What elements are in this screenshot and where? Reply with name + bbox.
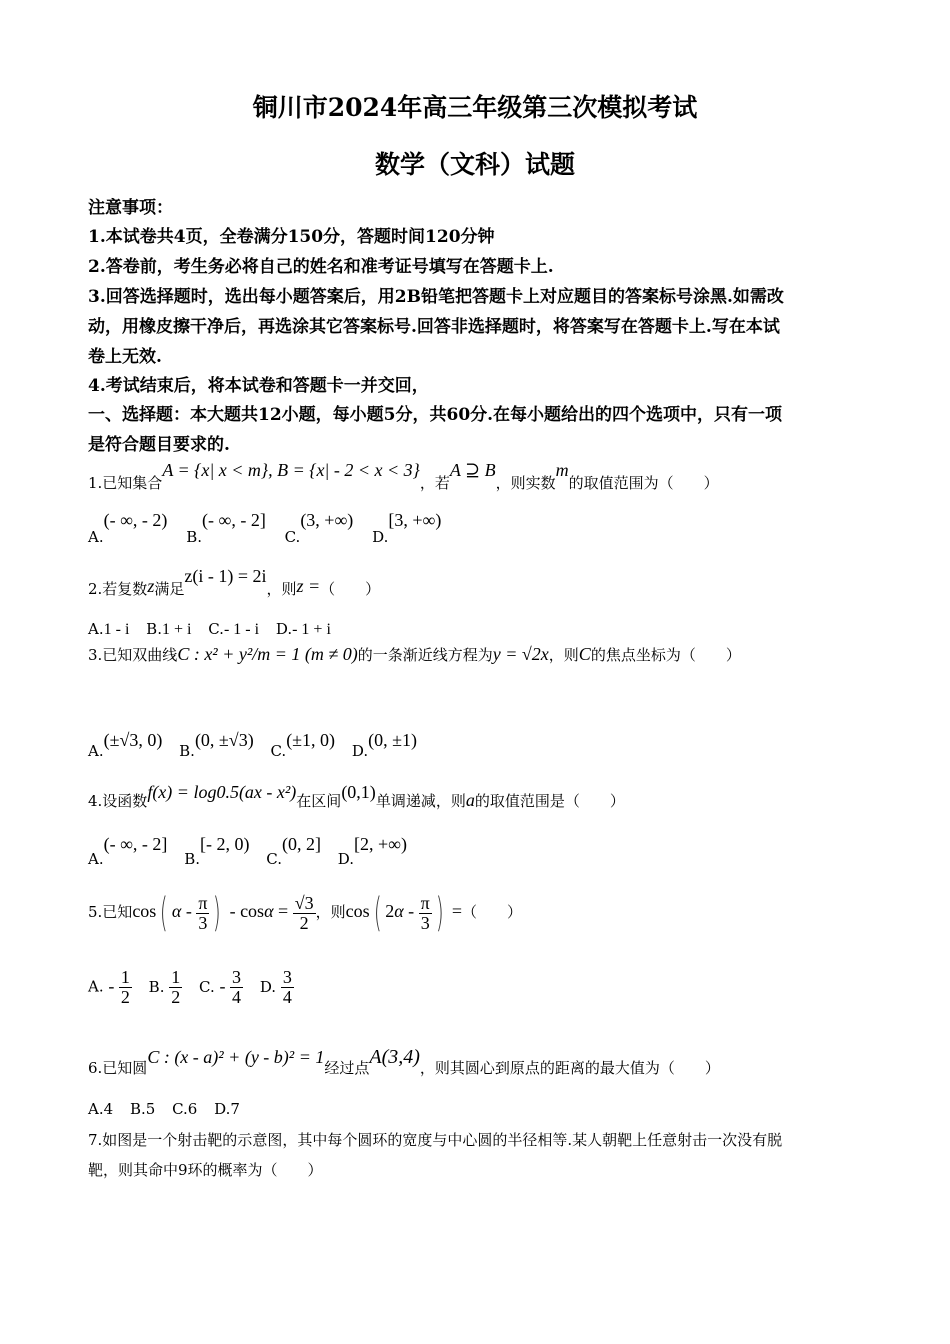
q6-options: A.4 B.5 C.6 D.7 bbox=[88, 1100, 240, 1118]
q5-option-a: - $\frac{1}{2}$ bbox=[108, 967, 130, 1007]
q3-option-d: (0, ±1) bbox=[368, 730, 417, 750]
question-7-line-1: 7.如图是一个射击靶的示意图，其中每个圆环的宽度与中心圆的半径相等.某人朝靶上任意射击一次没有脱 bbox=[88, 1131, 783, 1149]
q5-option-b: $\frac{1}{2}$ bbox=[171, 967, 181, 1007]
q2-ask: z = bbox=[296, 576, 321, 596]
section-heading-line-1: 一、选择题：本大题共12小题，每小题5分，共60分.在每小题给出的四个选项中，只有一项 bbox=[88, 405, 783, 425]
q3-options: A.(±√3, 0) B.(0, ±√3) C.(±1, 0) D.(0, ±1) bbox=[88, 730, 417, 760]
note-1: 1.本试卷共4页，全卷满分150分，答题时间120分钟 bbox=[88, 227, 495, 247]
q5-target-expression: cos( 2α - $\frac{\pi}{3}$ ) = bbox=[345, 890, 463, 936]
note-2: 2.答卷前，考生务必将自己的姓名和准考证号填写在答题卡上. bbox=[88, 257, 554, 277]
note-3-line-3: 卷上无效. bbox=[88, 347, 162, 367]
q1-mid: ，若 bbox=[419, 474, 450, 492]
note-3-line-1: 3.回答选择题时，选出每小题答案后，用2B铅笔把答题卡上对应题目的答案标号涂黑.如需改 bbox=[88, 287, 784, 307]
q4-option-d: [2, +∞) bbox=[354, 834, 408, 854]
q6-circle: C : (x - a)² + (y - b)² = 1 bbox=[147, 1047, 325, 1067]
section-heading-line-2: 是符合题目要求的. bbox=[88, 435, 230, 455]
q3-post: 的焦点坐标为（ ） bbox=[590, 646, 741, 664]
q1-condition: A ⊇ B bbox=[449, 460, 496, 480]
exam-subtitle: 数学（文科）试题 bbox=[374, 150, 575, 179]
q6-option-a: 4 bbox=[103, 1100, 114, 1118]
q1-var: m bbox=[555, 460, 569, 480]
q1-option-b: (- ∞, - 2] bbox=[202, 510, 266, 530]
q3-mid: 的一条渐近线方程为 bbox=[357, 646, 493, 664]
q5-options: A. - $\frac{1}{2}$ B. $\frac{1}{2}$ C. - $\frac{3}{4}$ D. $\frac{3}{4}$ bbox=[88, 967, 292, 1007]
q1-option-d: [3, +∞) bbox=[388, 510, 442, 530]
q2-mid: 满足 bbox=[154, 580, 185, 598]
q4-var: a bbox=[465, 790, 475, 810]
q4-prefix: 4.设函数 bbox=[88, 792, 148, 810]
q3-mid2: ，则 bbox=[548, 646, 579, 664]
q4-function: f(x) = log0.5(ax - x²) bbox=[147, 782, 297, 802]
q4-options: A.(- ∞, - 2] B.[- 2, 0) C.(0, 2] D.[2, +∞) bbox=[88, 834, 408, 868]
notes-heading: 注意事项： bbox=[88, 198, 173, 218]
q1-options: A.(- ∞, - 2) B.(- ∞, - 2] C.(3, +∞) D.[3, +∞) bbox=[88, 510, 442, 546]
q6-post: ，则其圆心到原点的距离的最大值为（ ） bbox=[419, 1059, 720, 1077]
q1-sets: A = {x| x < m}, B = {x| - 2 < x < 3} bbox=[162, 460, 420, 480]
q3-option-c: (±1, 0) bbox=[286, 730, 336, 750]
q2-prefix: 2.若复数 bbox=[88, 580, 148, 598]
q3-asymptote: y = √2x bbox=[492, 644, 549, 664]
question-2 bbox=[88, 566, 381, 598]
exam-title: 铜川市2024年高三年级第三次模拟考试 bbox=[252, 93, 698, 122]
q4-option-a: (- ∞, - 2] bbox=[103, 834, 168, 854]
q3-curve: C : x² + y²/m = 1 (m ≠ 0) bbox=[177, 644, 358, 664]
q4-post: 的取值范围是（ ） bbox=[474, 792, 625, 810]
q5-mid: ，则 bbox=[315, 903, 346, 922]
q2-options: A.1 - i B.1 + i C.- 1 - i D.- 1 + i bbox=[88, 620, 331, 638]
note-4: 4.考试结束后，将本试卷和答题卡一并交回， bbox=[88, 376, 429, 396]
q6-option-b: 5 bbox=[145, 1100, 156, 1118]
q5-given-equation: cos( α - $\frac{\pi}{3}$ ) - cosα = $\frac{√3}{2}$ bbox=[132, 890, 314, 936]
q5-option-d: $\frac{3}{4}$ bbox=[282, 967, 292, 1007]
q3-option-b: (0, ±√3) bbox=[194, 730, 254, 750]
question-1 bbox=[88, 460, 719, 492]
q4-option-b: [- 2, 0) bbox=[200, 834, 250, 854]
q2-equation: z(i - 1) = 2i bbox=[184, 566, 267, 586]
question-5 bbox=[88, 890, 522, 936]
question-3 bbox=[88, 644, 741, 671]
q6-point: A(3,4) bbox=[369, 1046, 420, 1068]
q6-mid: 经过点 bbox=[324, 1059, 370, 1077]
question-7-line-2: 靶，则其命中9环的概率为（ ） bbox=[88, 1161, 323, 1179]
q5-post: （ ） bbox=[462, 903, 523, 922]
q1-option-a: (- ∞, - 2) bbox=[103, 510, 168, 530]
q1-post: 的取值范围为（ ） bbox=[568, 474, 719, 492]
q4-mid2: 单调递减，则 bbox=[375, 792, 466, 810]
q4-interval: (0,1) bbox=[341, 782, 376, 802]
q1-prefix: 1.已知集合 bbox=[88, 474, 163, 492]
q2-option-c: - 1 - i bbox=[223, 621, 260, 638]
q2-mid2: ，则 bbox=[266, 580, 297, 598]
q6-prefix: 6.已知圆 bbox=[88, 1059, 148, 1077]
q6-option-d: 7 bbox=[230, 1100, 240, 1118]
q6-option-c: 6 bbox=[187, 1100, 198, 1118]
q3-option-a: (±√3, 0) bbox=[103, 730, 163, 750]
q3-var: C bbox=[578, 644, 591, 664]
q5-prefix: 5.已知 bbox=[88, 903, 133, 922]
q4-mid: 在区间 bbox=[296, 792, 342, 810]
note-3-line-2: 动，用橡皮擦干净后，再选涂其它答案标号.回答非选择题时，将答案写在答题卡上.写在本试 bbox=[88, 317, 780, 337]
q3-prefix: 3.已知双曲线 bbox=[88, 646, 178, 664]
q4-option-c: (0, 2] bbox=[281, 834, 321, 854]
q1-mid2: ，则实数 bbox=[495, 474, 556, 492]
q2-option-a: 1 - i bbox=[103, 621, 130, 638]
q2-post: （ ） bbox=[320, 580, 381, 598]
q2-var: z bbox=[147, 576, 155, 596]
q2-option-d: - 1 + i bbox=[292, 621, 331, 638]
q1-option-c: (3, +∞) bbox=[300, 510, 354, 530]
q2-option-b: 1 + i bbox=[161, 621, 192, 638]
q5-option-c: - $\frac{3}{4}$ bbox=[219, 967, 242, 1007]
question-6 bbox=[88, 1046, 720, 1077]
question-4 bbox=[88, 782, 625, 810]
